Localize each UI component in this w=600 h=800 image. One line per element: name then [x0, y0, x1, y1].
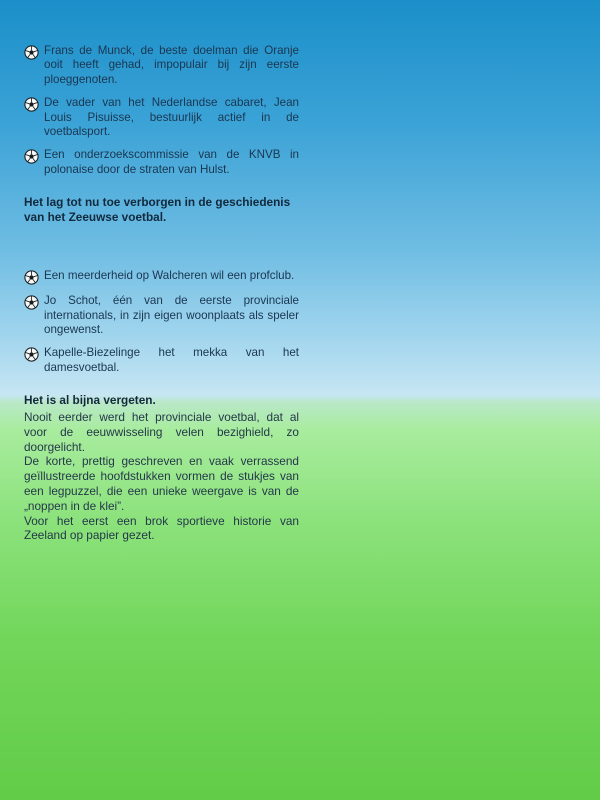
soccer-ball-icon: [24, 295, 39, 310]
soccer-ball-icon: [24, 45, 39, 60]
blurb-top: [24, 44, 299, 408]
heading-almost-forgotten: Het is al bijna vergeten.: [24, 393, 156, 408]
bullet-text: Kapelle-Biezelinge het mekka van het damesvoetbal.: [44, 346, 299, 374]
paragraph-line: Voor het eerst een brok sportieve historie van Zeeland op papier gezet.: [24, 513, 299, 543]
heading-hidden-history: Het lag tot nu toe verborgen in de geschiedenis van het Zeeuwse voetbal.: [24, 195, 291, 225]
bullet-item: [24, 346, 299, 375]
soccer-ball-icon: [24, 149, 39, 164]
bullet-item: [24, 148, 299, 177]
bullet-item: [24, 294, 299, 337]
bullet-text: Frans de Munck, de beste doelman die Oranje ooit heeft gehad, impopulair bij zijn eerste ploeggenoten.: [44, 44, 299, 86]
bullet-item: [24, 96, 299, 139]
soccer-ball-icon: [24, 270, 39, 285]
paragraph-line: De korte, prettig geschreven en vaak verrassend geïllustreerde hoofdstukken vormen de stukjes van een legpuzzel, die een unieke weergave is van de „noppen in de klei”.: [24, 454, 299, 513]
bullet-text: Jo Schot, één van de eerste provinciale internationals, in zijn eigen woonplaats als speler ongewenst.: [44, 294, 299, 337]
paragraph-line: Nooit eerder werd het provinciale voetbal, dat al voor de eeuwwisseling velen bezighield, zo doorgelicht.: [24, 410, 299, 454]
bullet-text: Een onderzoekscommissie van de KNVB in polonaise door de straten van Hulst.: [44, 148, 299, 176]
bullet-text: Een meerderheid op Walcheren wil een profclub.: [44, 269, 295, 283]
soccer-ball-icon: [24, 97, 39, 112]
bullet-item: [24, 269, 299, 285]
bullet-item: [24, 44, 299, 87]
blurb-paragraph: [24, 410, 299, 543]
bullet-text: De vader van het Nederlandse cabaret, Jean Louis Pisuisse, bestuurlijk actief in de voetbalsport.: [44, 96, 299, 139]
soccer-ball-icon: [24, 347, 39, 362]
